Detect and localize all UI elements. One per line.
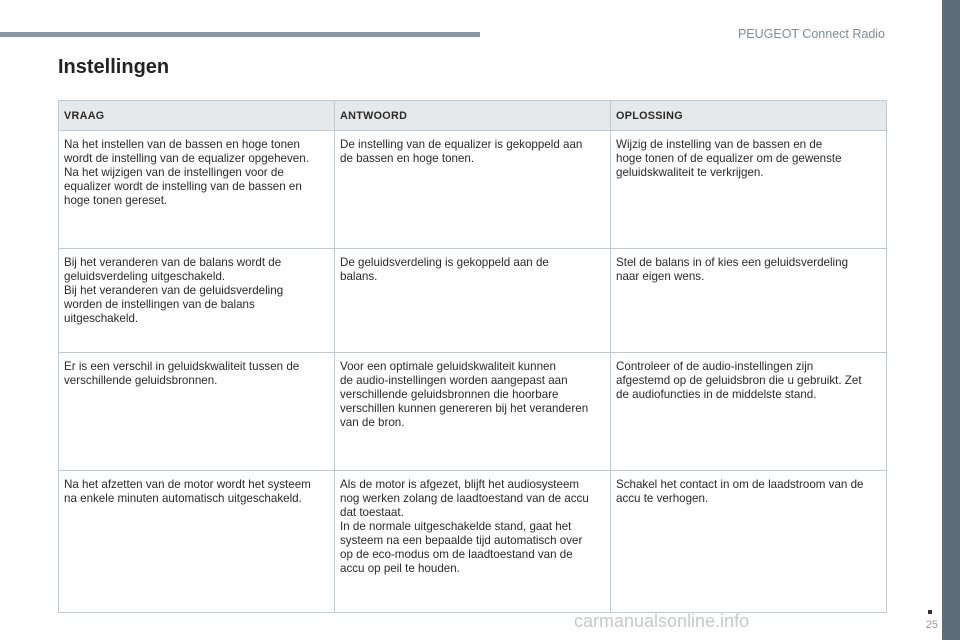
cell-vraag bbox=[59, 471, 335, 613]
cell-text-line: Controleer of de audio-instellingen zijn bbox=[616, 360, 814, 373]
cell-text-line: afgestemd op de geluidsbron die u gebruikt. Zet bbox=[616, 374, 862, 387]
page-edge-strip bbox=[942, 0, 960, 640]
cell-text-line: nog werken zolang de laadtoestand van de accu bbox=[340, 492, 589, 505]
cell-text-line: Stel de balans in of kies een geluidsverdeling bbox=[616, 256, 849, 269]
footer-marker bbox=[928, 610, 932, 614]
cell-text-line: De geluidsverdeling is gekoppeld aan de bbox=[340, 256, 549, 269]
page-number: 25 bbox=[925, 619, 938, 631]
column-header-vraag: VRAAG bbox=[59, 101, 335, 131]
cell-oplossing bbox=[611, 249, 887, 353]
table-header-row bbox=[59, 101, 887, 131]
cell-text-line: uitgeschakeld. bbox=[64, 312, 139, 325]
cell-text-line: verschillende geluidsbronnen. bbox=[64, 374, 218, 387]
header-rule bbox=[0, 32, 480, 37]
faq-table bbox=[58, 100, 887, 613]
cell-text-line: In de normale uitgeschakelde stand, gaat het bbox=[340, 520, 572, 533]
cell-text-line: equalizer wordt de instelling van de bassen en bbox=[64, 180, 302, 193]
cell-text-line: verschillen kunnen genereren bij het veranderen bbox=[340, 402, 589, 415]
header-title: PEUGEOT Connect Radio bbox=[737, 27, 885, 41]
cell-text-line: geluidskwaliteit te verkrijgen. bbox=[616, 166, 764, 179]
cell-text-line: dat toestaat. bbox=[340, 506, 404, 519]
cell-text-line: Na het instellen van de bassen en hoge tonen bbox=[64, 138, 300, 151]
page-title: Instellingen bbox=[58, 56, 170, 78]
cell-text-line: hoge tonen gereset. bbox=[64, 194, 168, 207]
watermark: carmanualsonline.info bbox=[574, 611, 750, 631]
cell-text-line: Na het wijzigen van de instellingen voor de bbox=[64, 166, 284, 179]
cell-text-line: verschillende geluidsbronnen die hoorbare bbox=[340, 388, 559, 401]
table-row bbox=[59, 353, 887, 471]
cell-text-line: na enkele minuten automatisch uitgeschakeld. bbox=[64, 492, 302, 505]
cell-text-line: Wijzig de instelling van de bassen en de bbox=[616, 138, 823, 151]
cell-antwoord bbox=[335, 471, 611, 613]
cell-text-line: de audiofuncties in de middelste stand. bbox=[616, 388, 817, 401]
cell-oplossing bbox=[611, 471, 887, 613]
cell-vraag bbox=[59, 353, 335, 471]
cell-text-line: hoge tonen of de equalizer om de gewenste bbox=[616, 152, 842, 165]
cell-text-line: De instelling van de equalizer is gekoppeld aan bbox=[340, 138, 583, 151]
cell-antwoord bbox=[335, 131, 611, 249]
cell-text-line: Als de motor is afgezet, blijft het audiosysteem bbox=[340, 478, 580, 491]
cell-text-line: de audio-instellingen worden aangepast aan bbox=[340, 374, 568, 387]
cell-text-line: geluidsverdeling uitgeschakeld. bbox=[64, 270, 226, 283]
cell-vraag bbox=[59, 131, 335, 249]
cell-oplossing bbox=[611, 353, 887, 471]
table-row bbox=[59, 131, 887, 249]
cell-text-line: Na het afzetten van de motor wordt het systeem bbox=[64, 478, 311, 491]
cell-text-line: op de eco-modus om de laadtoestand van de bbox=[340, 548, 573, 561]
cell-text-line: wordt de instelling van de equalizer opgeheven. bbox=[64, 152, 309, 165]
cell-text-line: Er is een verschil in geluidskwaliteit tussen de bbox=[64, 360, 300, 373]
cell-vraag bbox=[59, 249, 335, 353]
cell-text-line: van de bron. bbox=[340, 416, 405, 429]
cell-text-line: accu te verhogen. bbox=[616, 492, 709, 505]
cell-oplossing bbox=[611, 131, 887, 249]
column-header-antwoord: ANTWOORD bbox=[335, 101, 611, 131]
cell-text-line: Bij het veranderen van de geluidsverdeling bbox=[64, 284, 284, 297]
cell-text-line: naar eigen wens. bbox=[616, 270, 705, 283]
cell-antwoord bbox=[335, 353, 611, 471]
cell-text-line: de bassen en hoge tonen. bbox=[340, 152, 475, 165]
cell-text-line: balans. bbox=[340, 270, 378, 283]
table-row bbox=[59, 471, 887, 613]
cell-text-line: Voor een optimale geluidskwaliteit kunnen bbox=[340, 360, 556, 373]
column-header-oplossing: OPLOSSING bbox=[611, 101, 887, 131]
cell-text-line: Schakel het contact in om de laadstroom van de bbox=[616, 478, 864, 491]
table-row bbox=[59, 249, 887, 353]
cell-antwoord bbox=[335, 249, 611, 353]
cell-text-line: accu op peil te houden. bbox=[340, 562, 460, 575]
cell-text-line: Bij het veranderen van de balans wordt de bbox=[64, 256, 282, 269]
cell-text-line: systeem na een bepaalde tijd automatisch over bbox=[340, 534, 583, 547]
cell-text-line: worden de instellingen van de balans bbox=[64, 298, 255, 311]
